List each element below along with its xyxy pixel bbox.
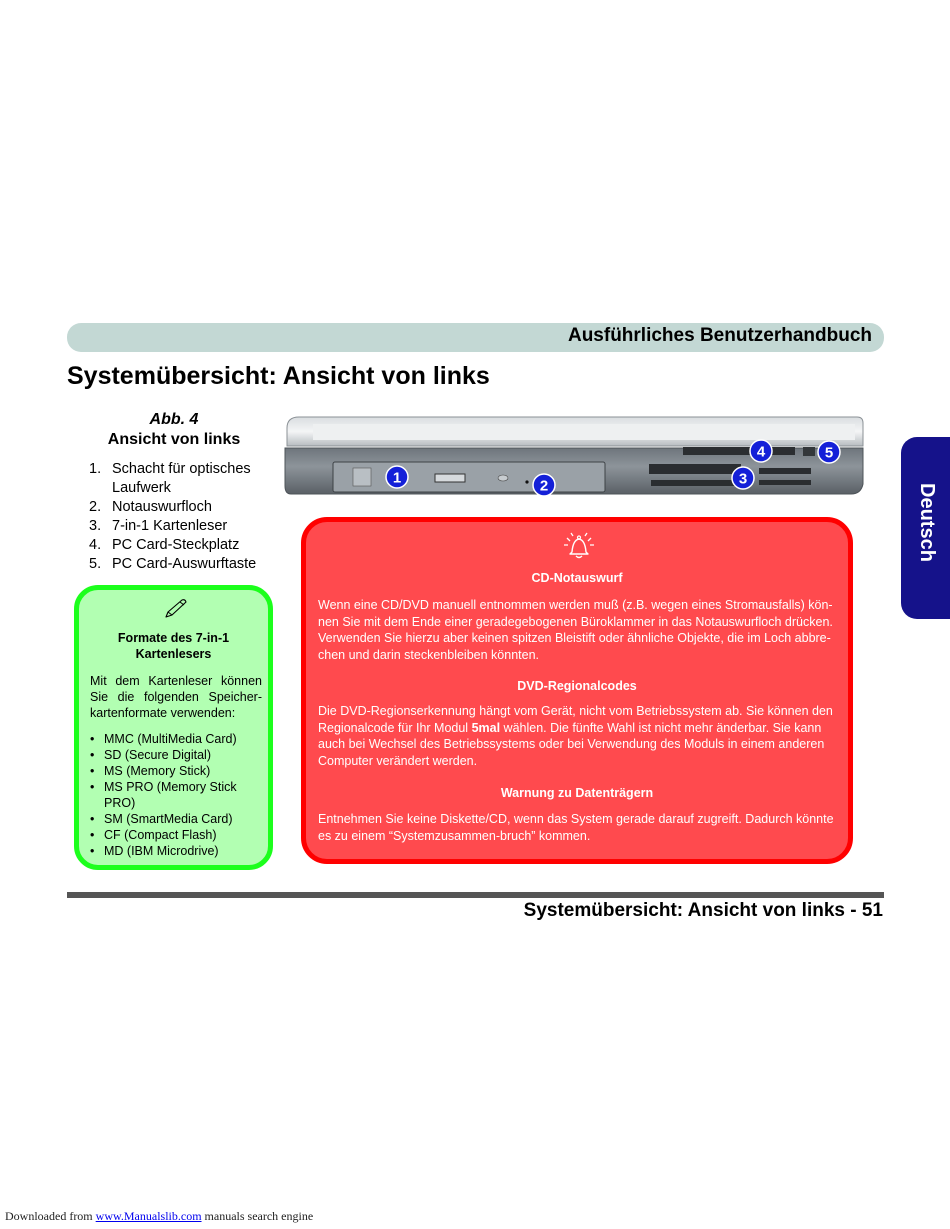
header-bar <box>67 323 884 352</box>
legend-item <box>89 498 269 517</box>
warning-heading-cd-eject: CD-Notauswurf <box>531 571 623 585</box>
legend-item <box>89 555 269 574</box>
callout-number: 5 <box>824 444 834 462</box>
format-item: • MS PRO (Memory Stick PRO) <box>90 779 265 811</box>
download-note <box>5 1209 313 1224</box>
callout-marker <box>818 441 840 463</box>
footer-page-label: Systemübersicht: Ansicht von links - 51 <box>523 900 883 921</box>
format-item: • SM (SmartMedia Card) <box>90 811 265 827</box>
note-intro: Mit dem Kartenleser können Sie die folgenden Speicher-kartenformate verwenden: <box>90 674 262 720</box>
download-prefix: Downloaded from <box>5 1209 93 1223</box>
warning-heading-dvd-region: DVD-Regionalcodes <box>517 679 637 693</box>
laptop-left-side-illustration <box>283 414 865 498</box>
figure-legend <box>89 460 269 574</box>
text-segment: wählen. Die fünfte Wahl ist nicht mehr änderbar. Sie kann auch bei Wechsel des Betriebssystems oder bei Verwendung des Moduls in einem anderen Computer verändert werden. <box>318 720 825 768</box>
warning-text-media: Entnehmen Sie keine Diskette/CD, wenn das System gerade darauf zugreift. Dadurch könnte es zu einem “Systemzusammen-bruch” kommen. <box>318 812 834 843</box>
side-tab-label: Deutsch <box>916 483 938 562</box>
callout-number: 3 <box>738 470 748 488</box>
header-title: Ausführliches Benutzerhandbuch <box>567 325 872 346</box>
manualslib-link[interactable]: www.Manualslib.com <box>95 1209 202 1223</box>
format-item: • MMC (MultiMedia Card) <box>90 731 265 747</box>
legend-item <box>89 536 269 555</box>
legend-number: 3. <box>89 518 102 534</box>
figure-title: Ansicht von links <box>107 431 241 448</box>
legend-number: 2. <box>89 499 102 515</box>
format-item: • SD (Secure Digital) <box>90 747 265 763</box>
legend-number: 5. <box>89 556 102 572</box>
page-title: Systemübersicht: Ansicht von links <box>67 362 490 390</box>
card-reader-formats-note <box>74 585 273 870</box>
legend-item <box>89 517 269 536</box>
warning-heading-media: Warnung zu Datenträgern <box>500 786 654 800</box>
text-segment: Die DVD-Regionserkennung hängt vom Gerät, nicht vom Betriebssystem ab. Sie können den Regionalcode für Ihr Modul <box>318 704 833 735</box>
figure-caption <box>67 410 281 450</box>
footer-rule <box>67 892 884 898</box>
legend-label: Schacht für optisches Laufwerk <box>112 461 251 496</box>
legend-number: 1. <box>89 461 102 477</box>
emphasis-5mal: 5mal <box>471 720 501 735</box>
callout-number: 2 <box>539 477 549 495</box>
pencil-icon <box>163 598 189 620</box>
format-item: • CF (Compact Flash) <box>90 827 265 843</box>
legend-label: PC Card-Steckplatz <box>112 537 240 553</box>
warning-text-cd-eject: Wenn eine CD/DVD manuell entnommen werden muß (z.B. wegen eines Stromausfalls) kön-nen Sie mit dem Ende einer geradegebogenen Büroklammer in das Notauswurfloch drücken. Verwenden Sie hierzu aber keinen spitzen Bleistift oder ähnliche Objekte, die im Loch abbre-chen und darin steckenbleiben könnten. <box>318 598 833 662</box>
callout-marker <box>732 467 754 489</box>
side-tab-deutsch[interactable] <box>901 437 950 619</box>
note-title: Formate des 7-in-1 Kartenlesers <box>117 631 230 661</box>
warning-box <box>301 517 853 864</box>
format-item: • MD (IBM Microdrive) <box>90 843 265 859</box>
figure-number: Abb. 4 <box>149 411 199 428</box>
legend-item <box>89 460 269 498</box>
callout-marker <box>533 474 555 496</box>
legend-label: Notauswurfloch <box>112 499 212 515</box>
callout-marker <box>386 466 408 488</box>
callout-number: 1 <box>392 469 402 487</box>
legend-label: PC Card-Auswurftaste <box>112 556 257 572</box>
warning-text-dvd-region <box>318 703 842 769</box>
format-item: • MS (Memory Stick) <box>90 763 265 779</box>
download-suffix: manuals search engine <box>204 1209 314 1223</box>
legend-label: 7-in-1 Kartenleser <box>112 518 228 534</box>
alarm-bell-icon <box>559 530 599 560</box>
format-list <box>90 731 265 859</box>
callout-marker <box>750 440 772 462</box>
callout-number: 4 <box>756 443 766 461</box>
legend-number: 4. <box>89 537 102 553</box>
